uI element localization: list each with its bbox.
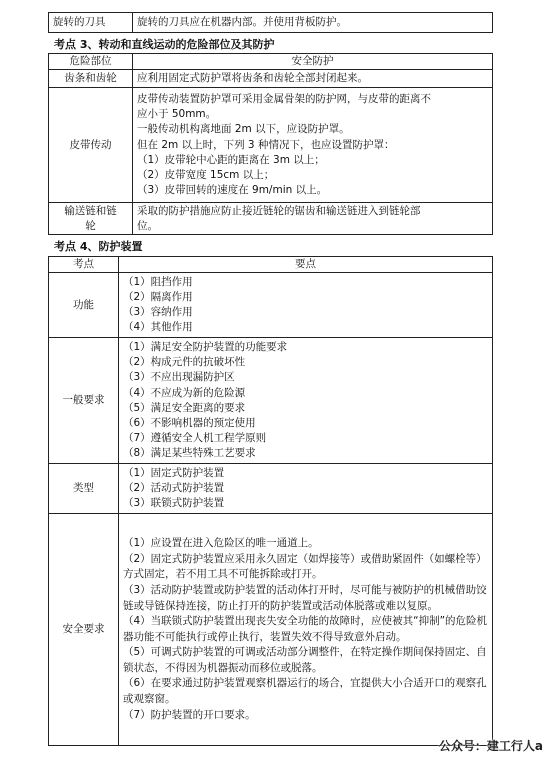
protection-line: 应利用固定式防护罩将齿条和齿轮全部封闭起来。: [137, 72, 368, 85]
list-item: （3）联锁式防护装置: [123, 497, 225, 510]
protection-cell: [133, 70, 493, 88]
protection-line: 采取的防护措施应防止接近链轮的锯齿和输送链进入到链轮部: [137, 204, 421, 217]
topic-cell: 类型: [49, 464, 119, 514]
list-item: （7）遵循安全人机工程学原则: [123, 432, 267, 445]
topic-cell: 一般要求: [49, 338, 119, 464]
header-key-points: 要点: [119, 257, 493, 273]
header-hazard-part: 危险部位: [49, 54, 133, 70]
list-item: （5）可调式防护装置的可调或活动部分调整件，在特定操作期间保持固定、自锁状态，不得因为机器振动而移位或脱落。: [123, 646, 487, 674]
list-item: （4）其他作用: [123, 321, 193, 334]
header-safety-protection: 安全防护: [133, 54, 493, 70]
protection-line: 皮带传动装置防护罩可采用金属骨架的防护网，与皮带的距离不: [137, 92, 431, 105]
top-partial-table: [48, 12, 493, 33]
table-row: [49, 514, 493, 746]
list-item: （2）构成元件的抗破坏性: [123, 356, 246, 369]
table-row: [49, 13, 493, 33]
watermark-footer: 公众号：建工行人a: [438, 739, 543, 753]
header-topic: 考点: [49, 257, 119, 273]
list-item: （1）阻挡作用: [123, 275, 193, 288]
points-cell: [119, 273, 493, 338]
section-3-title: 考点 3、转动和直线运动的危险部位及其防护: [54, 38, 275, 51]
hazard-part-line: 输送链和链: [64, 204, 117, 217]
list-item: （7）防护装置的开口要求。: [123, 708, 256, 721]
list-item: （1）固定式防护装置: [123, 466, 225, 479]
protection-cell: 旋转的刀具应在机器内部。并使用背板防护。: [133, 13, 493, 33]
table-row: [49, 70, 493, 88]
list-item: （8）满足某些特殊工艺要求: [123, 447, 256, 460]
protection-line: 一般传动机构离地面 2m 以下，应设防护罩。: [137, 123, 350, 136]
protection-line: （1）皮带轮中心距的距离在 3m 以上；: [137, 153, 325, 166]
protection-cell: [133, 203, 493, 235]
hazard-part-cell: [49, 203, 133, 235]
list-item: （3）不应出现漏防护区: [123, 371, 235, 384]
list-item: （2）固定式防护装置应采用永久固定（如焊接等）或借助紧固件（如螺栓等）方式固定，若不用工具不可能拆除或打开。: [123, 552, 487, 581]
protection-line: （3）皮带回转的速度在 9m/min 以上。: [137, 184, 328, 197]
protection-line: 应小于 50mm。: [137, 108, 217, 121]
table-header-row: [49, 257, 493, 273]
points-cell: [119, 514, 493, 746]
list-item: （3）活动防护装置或防护装置的活动体打开时，尽可能与被防护的机械借助饺链或导链保持连接，防止打开的防护装置或活动体脱落或难以复原。: [123, 583, 487, 612]
table-row: [49, 88, 493, 203]
list-item: （6）不影响机器的预定使用: [123, 416, 256, 429]
topic-cell: 功能: [49, 273, 119, 338]
hazard-part-cell: 旋转的刀具: [49, 13, 133, 33]
section-4-title: 考点 4、防护装置: [54, 240, 143, 253]
topic-cell: 安全要求: [49, 514, 119, 746]
section-4-table: [48, 256, 493, 746]
table-row: [49, 464, 493, 514]
list-item: （3）容纳作用: [123, 306, 193, 319]
protection-line: 但在 2m 以上时，下列 3 种情况下，也应设置防护罩：: [137, 138, 395, 151]
list-item: （1）满足安全防护装置的功能要求: [123, 340, 288, 353]
protection-cell: [133, 88, 493, 203]
list-item: （2）活动式防护装置: [123, 482, 225, 495]
table-row: [49, 273, 493, 338]
points-cell: [119, 338, 493, 464]
protection-line: 位。: [137, 219, 158, 232]
table-header-row: [49, 54, 493, 70]
list-item: （1）应设置在进入危险区的唯一通道上。: [123, 537, 319, 550]
list-item: （2）隔离作用: [123, 291, 193, 303]
table-row: [49, 203, 493, 235]
hazard-part-line: 轮: [85, 219, 96, 232]
list-item: （5）满足安全距离的要求: [123, 401, 246, 414]
list-item: （6）在要求通过防护装置观察机器运行的场合，宜提供大小合适开口的观察孔或观察窗。: [123, 677, 487, 706]
section-3-table: [48, 53, 493, 235]
list-item: （4）当联锁式防护装置出现丧失安全功能的故障时，应使被其“抑制”的危险机器功能不可能执行或停止执行，装置失效不得导致意外启动。: [123, 615, 488, 643]
points-cell: [119, 464, 493, 514]
list-item: （4）不应成为新的危险源: [123, 386, 246, 399]
hazard-part-cell: 皮带传动: [49, 88, 133, 203]
table-row: [49, 338, 493, 464]
protection-line: （2）皮带宽度 15cm 以上；: [137, 169, 275, 181]
hazard-part-cell: 齿条和齿轮: [49, 70, 133, 88]
